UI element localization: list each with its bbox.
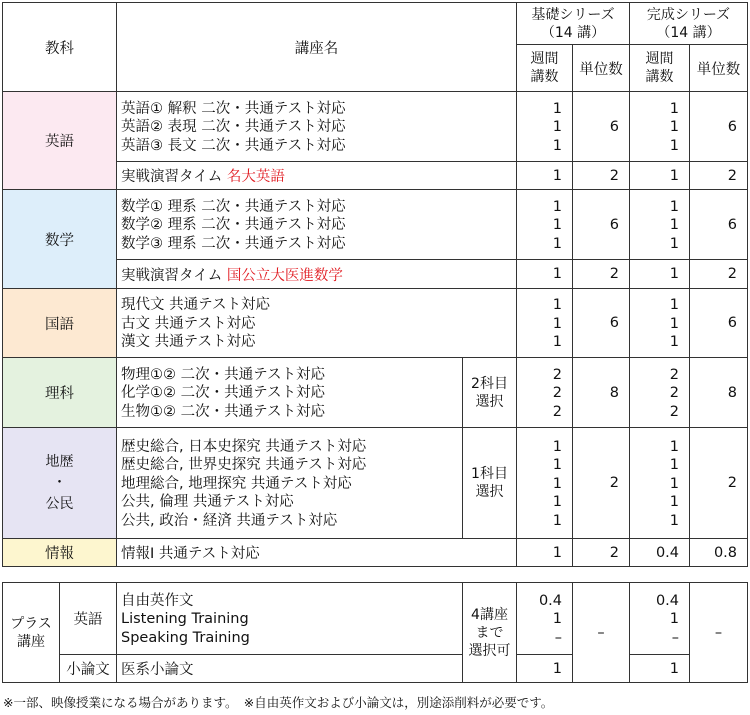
course-item: 公共, 倫理 共通テスト対応: [121, 494, 294, 511]
course-item: 物理①② 二次・共通テスト対応: [121, 366, 326, 383]
subject-japanese: 国語: [3, 289, 117, 358]
practice-english: 実戦演習タイム 名大英語: [117, 162, 517, 190]
header-kansei-weekly: 週間 講数: [630, 45, 690, 92]
kiso-weekly-info: 1: [517, 539, 573, 567]
course-item: 現代文 共通テスト対応: [121, 297, 271, 314]
kansei-credits-info: 0.8: [690, 539, 748, 567]
plus-subject-essay: 小論文: [60, 655, 117, 683]
subject-info: 情報: [3, 539, 117, 567]
kansei-credits-science: 8: [690, 358, 748, 428]
kansei-weekly-practice-math: 1: [630, 260, 690, 289]
header-subject: 教科: [3, 3, 117, 92]
course-item: 化学①② 二次・共通テスト対応: [121, 385, 326, 402]
course-list-english: [117, 92, 517, 162]
subject-social: 地歴 ・ 公民: [3, 428, 117, 539]
kiso-credits-info: 2: [573, 539, 630, 567]
kansei-weekly-social: 1 1 1 1 1: [630, 428, 690, 539]
subject-english: 英語: [3, 92, 117, 190]
kiso-credits-practice-english: 2: [573, 162, 630, 190]
kansei-weekly-practice-english: 1: [630, 162, 690, 190]
kiso-credits-social: 2: [573, 428, 630, 539]
course-item: 古文 共通テスト対応: [121, 315, 256, 332]
course-item: 自由英作文: [121, 592, 194, 609]
plus-subject-english: 英語: [60, 583, 117, 655]
kiso-weekly-science: 2 2 2: [517, 358, 573, 428]
header-kiso-weekly: 週間 講数: [517, 45, 573, 92]
practice-highlight: 名大英語: [226, 169, 285, 185]
subject-math: 数学: [3, 190, 117, 289]
course-item: 英語③ 長文 二次・共通テスト対応: [121, 137, 346, 154]
course-item: 歴史総合, 世界史探究 共通テスト対応: [121, 457, 367, 474]
plus-label: プラス 講座: [3, 583, 60, 683]
course-list-plus-english: [117, 583, 463, 655]
kansei-credits-math: 6: [690, 190, 748, 260]
kiso-credits-practice-math: 2: [573, 260, 630, 289]
course-list-math: [117, 190, 517, 260]
course-item: 数学① 理系 二次・共通テスト対応: [121, 198, 346, 215]
course-essay: 医系小論文: [117, 655, 463, 683]
course-item: 地理総合, 地理探究 共通テスト対応: [121, 475, 352, 492]
course-item: 数学③ 理系 二次・共通テスト対応: [121, 235, 346, 252]
selection-plus: 4講座 まで 選択可: [463, 583, 517, 683]
kansei-credits-english: 6: [690, 92, 748, 162]
kiso-weekly-social: 1 1 1 1 1: [517, 428, 573, 539]
course-item: Listening Training: [121, 611, 249, 628]
kiso-credits-plus: –: [573, 583, 630, 683]
kiso-weekly-practice-english: 1: [517, 162, 573, 190]
kiso-weekly-english: 1 1 1: [517, 92, 573, 162]
kiso-credits-japanese: 6: [573, 289, 630, 358]
course-item: 数学② 理系 二次・共通テスト対応: [121, 217, 346, 234]
course-item: Speaking Training: [121, 629, 250, 646]
kansei-credits-plus: –: [690, 583, 748, 683]
plus-courses-table: [2, 582, 748, 683]
kiso-weekly-practice-math: 1: [517, 260, 573, 289]
kansei-weekly-science: 2 2 2: [630, 358, 690, 428]
kiso-weekly-japanese: 1 1 1: [517, 289, 573, 358]
footnote: ※一部、映像授業になる場合があります。 ※自由英作文および小論文は，別途添削料が必要です。: [3, 695, 554, 710]
course-item: 英語② 表現 二次・共通テスト対応: [121, 119, 346, 136]
header-kansei-series: 完成シリーズ （14 講）: [630, 3, 748, 45]
practice-highlight: 国公立大医進数学: [226, 267, 343, 284]
course-list-japanese: [117, 289, 517, 358]
subject-science: 理科: [3, 358, 117, 428]
kansei-weekly-plus-english: 0.4 1 –: [630, 583, 690, 655]
kiso-weekly-essay: 1: [517, 655, 573, 683]
selection-science: 2科目 選択: [463, 358, 517, 428]
course-item: 漢文 共通テスト対応: [121, 334, 256, 351]
kansei-weekly-english: 1 1 1: [630, 92, 690, 162]
kiso-credits-math: 6: [573, 190, 630, 260]
curriculum-table: [2, 2, 748, 567]
course-list-social: [117, 428, 463, 539]
kansei-weekly-math: 1 1 1: [630, 190, 690, 260]
selection-social: 1科目 選択: [463, 428, 517, 539]
course-item: 歴史総合, 日本史探究 共通テスト対応: [121, 438, 367, 455]
course-item: 生物①② 二次・共通テスト対応: [121, 403, 326, 420]
course-list-science: [117, 358, 463, 428]
header-kansei-credits: 単位数: [690, 45, 748, 92]
header-kiso-credits: 単位数: [573, 45, 630, 92]
course-info: 情報Ⅰ 共通テスト対応: [117, 539, 517, 567]
kiso-credits-english: 6: [573, 92, 630, 162]
kansei-weekly-japanese: 1 1 1: [630, 289, 690, 358]
kansei-credits-practice-english: 2: [690, 162, 748, 190]
kansei-weekly-info: 0.4: [630, 539, 690, 567]
course-item: 英語① 解釈 二次・共通テスト対応: [121, 100, 346, 117]
kiso-credits-science: 8: [573, 358, 630, 428]
kansei-credits-japanese: 6: [690, 289, 748, 358]
course-item: 公共, 政治・経済 共通テスト対応: [121, 512, 338, 529]
header-kiso-series: 基礎シリーズ （14 講）: [517, 3, 630, 45]
kansei-credits-social: 2: [690, 428, 748, 539]
kiso-weekly-math: 1 1 1: [517, 190, 573, 260]
kansei-weekly-essay: 1: [630, 655, 690, 683]
practice-math: 実戦演習タイム 国公立大医進数学: [117, 260, 517, 289]
kiso-weekly-plus-english: 0.4 1 –: [517, 583, 573, 655]
header-course: 講座名: [117, 3, 517, 92]
kansei-credits-practice-math: 2: [690, 260, 748, 289]
